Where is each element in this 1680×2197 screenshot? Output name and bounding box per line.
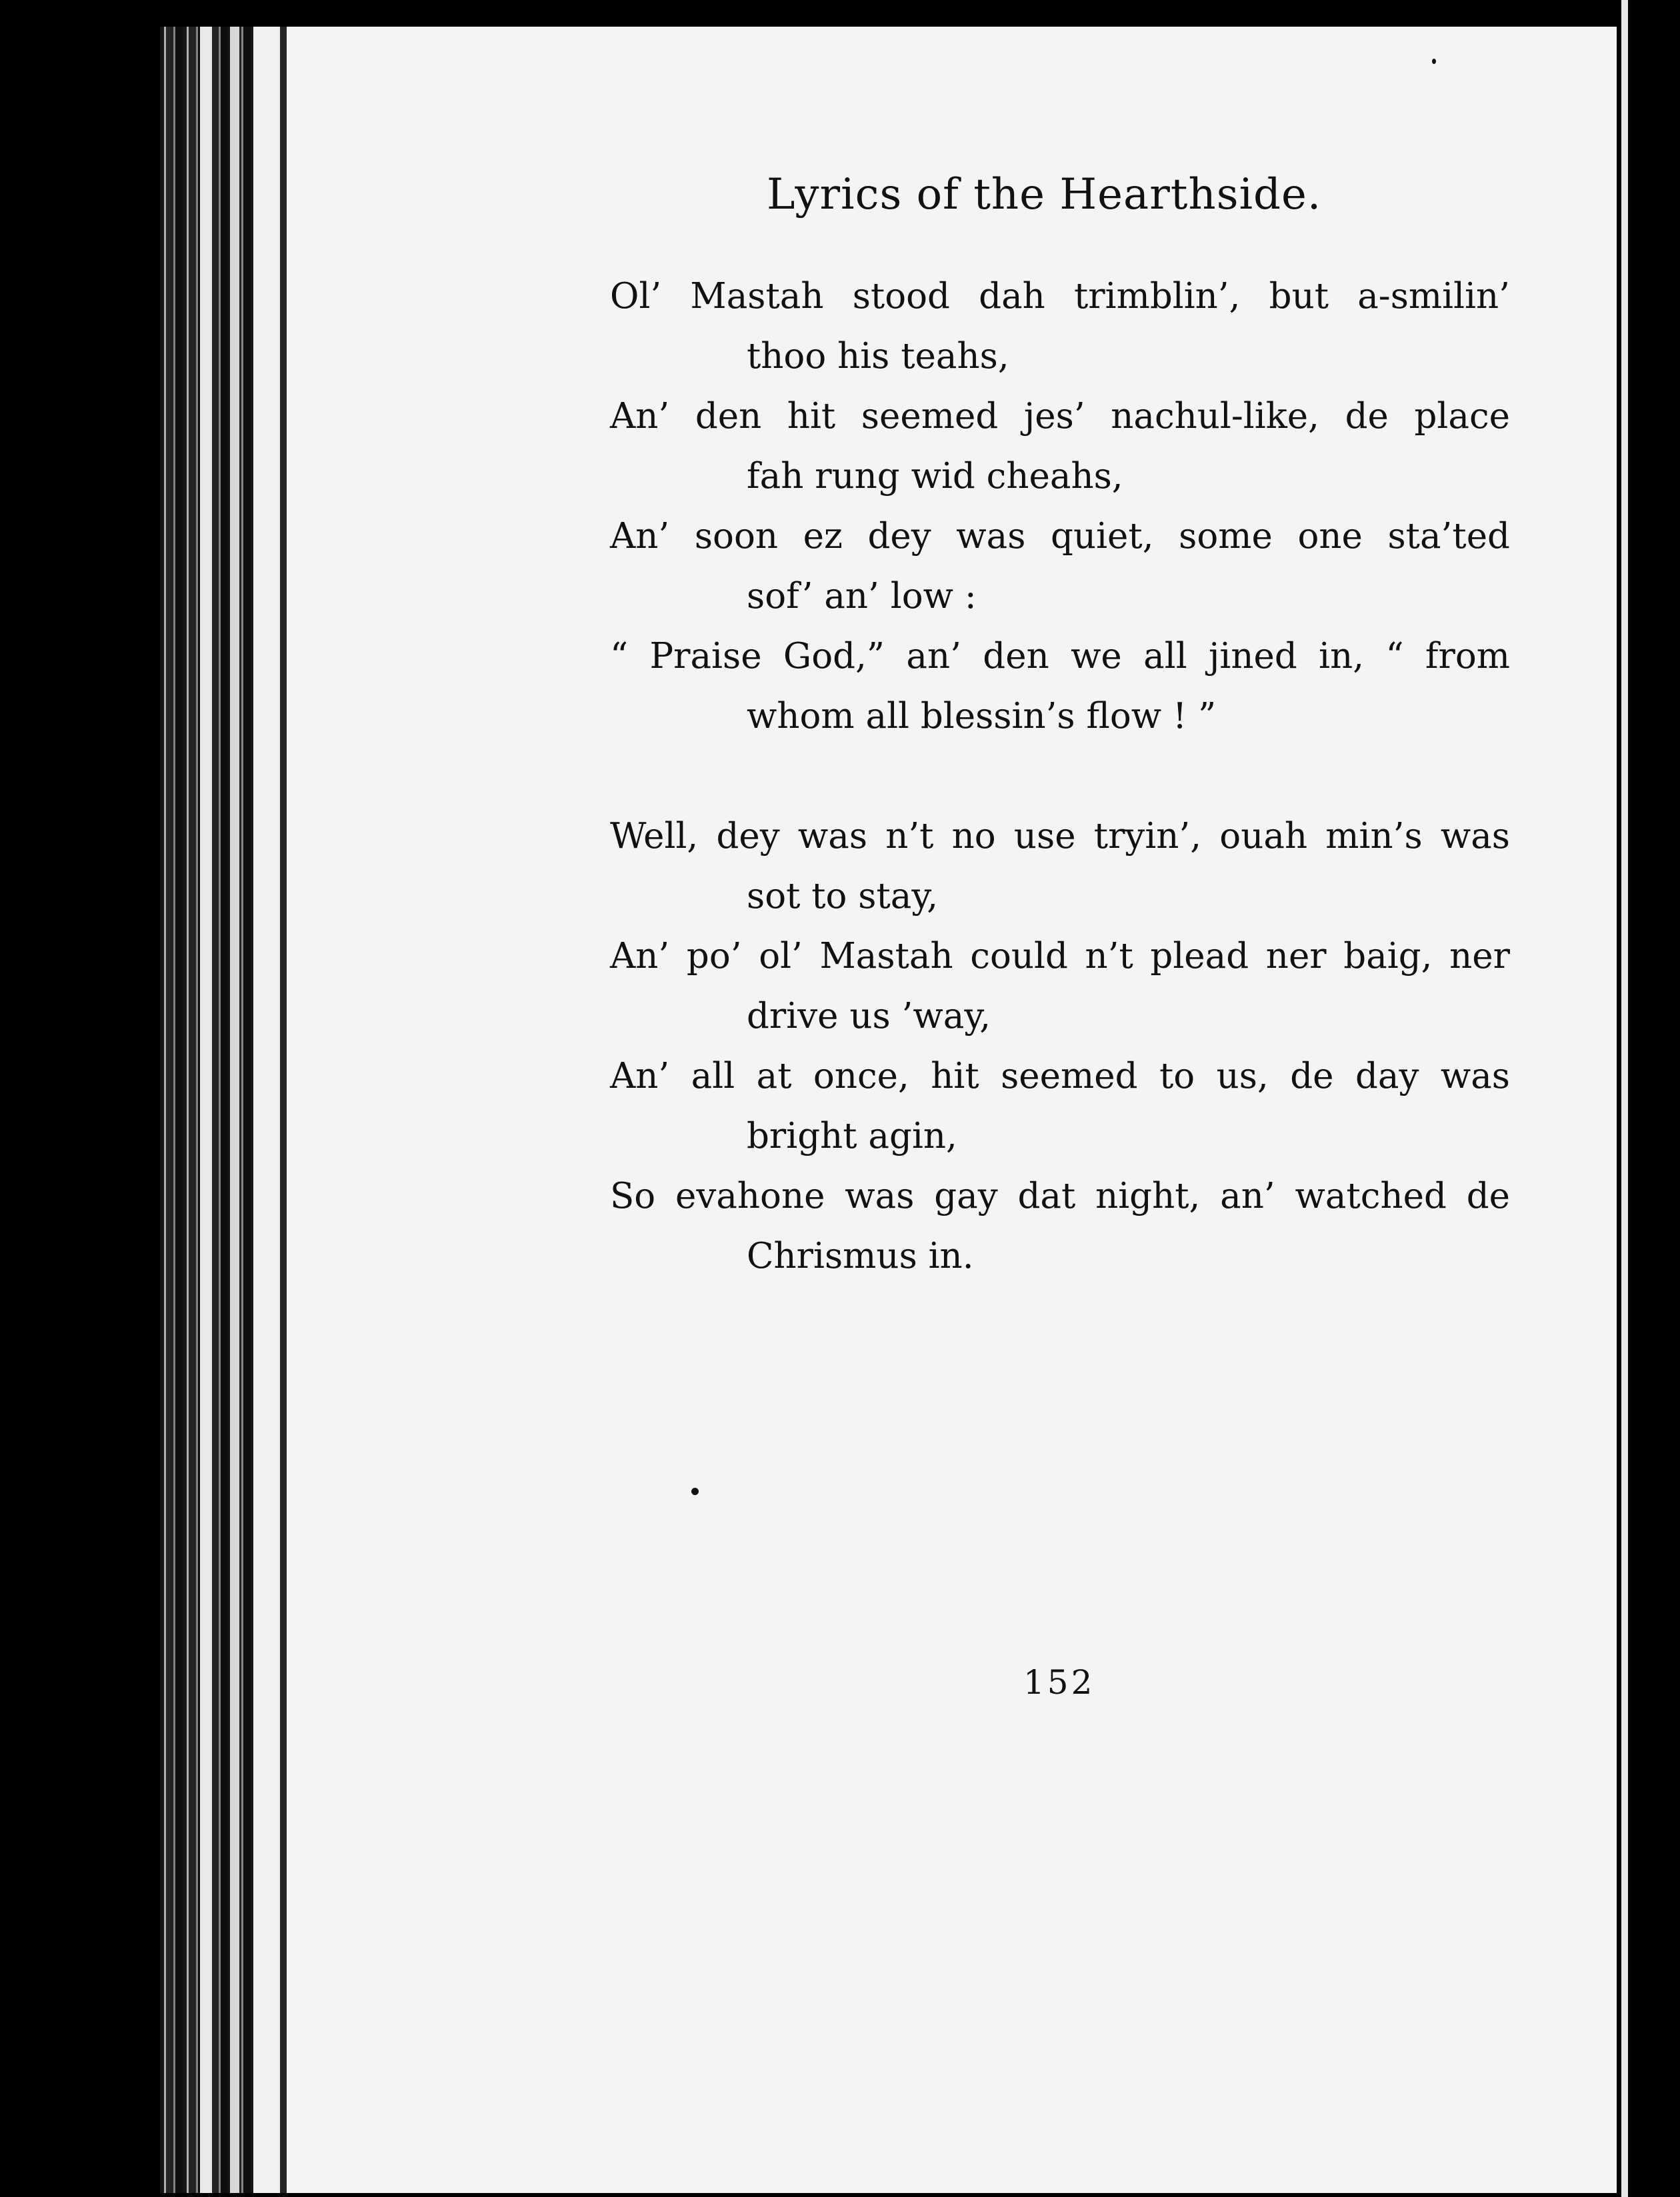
running-head: Lyrics of the Hearthside. xyxy=(767,170,1322,219)
verse-line-continuation: sof’ an’ low : xyxy=(747,576,977,617)
leaf-edge xyxy=(253,27,280,2193)
verse-line-continuation: Chrismus in. xyxy=(747,1236,974,1276)
verse-line: Well, dey was n’t no use tryin’, ouah min’s was xyxy=(610,816,1510,857)
verse-line: So evahone was gay dat night, an’ watched de xyxy=(610,1176,1510,1216)
leaf-edge xyxy=(230,27,239,2193)
ink-speck xyxy=(691,1488,699,1495)
ink-speck xyxy=(1432,59,1436,64)
stanza xyxy=(610,267,1510,747)
verse-line: “ Praise God,” an’ den we all jined in, “ from xyxy=(610,636,1510,677)
verse-line: An’ den hit seemed jes’ nachul-like, de place xyxy=(610,396,1510,437)
verse-line: An’ po’ ol’ Mastah could n’t plead ner baig, ner xyxy=(610,936,1510,977)
leaf-edge xyxy=(200,27,212,2193)
stanza xyxy=(610,807,1510,1286)
right-page-edge xyxy=(1621,0,1628,2197)
verse-line-continuation: whom all blessin’s flow ! ” xyxy=(747,696,1217,737)
verse-line: Ol’ Mastah stood dah trimblin’, but a-smilin’ xyxy=(610,276,1510,317)
verse-line-continuation: sot to stay, xyxy=(747,876,939,917)
verse-line-continuation: drive us ’way, xyxy=(747,996,991,1037)
verse-line: An’ soon ez dey was quiet, some one sta’ted xyxy=(610,516,1510,557)
verse-line: An’ all at once, hit seemed to us, de day was xyxy=(610,1056,1510,1097)
verse-line-continuation: fah rung wid cheahs, xyxy=(747,456,1123,497)
verse-line-continuation: thoo his teahs, xyxy=(747,336,1009,377)
page-number: 152 xyxy=(1023,1663,1095,1702)
verse-line-continuation: bright agin, xyxy=(747,1116,957,1156)
